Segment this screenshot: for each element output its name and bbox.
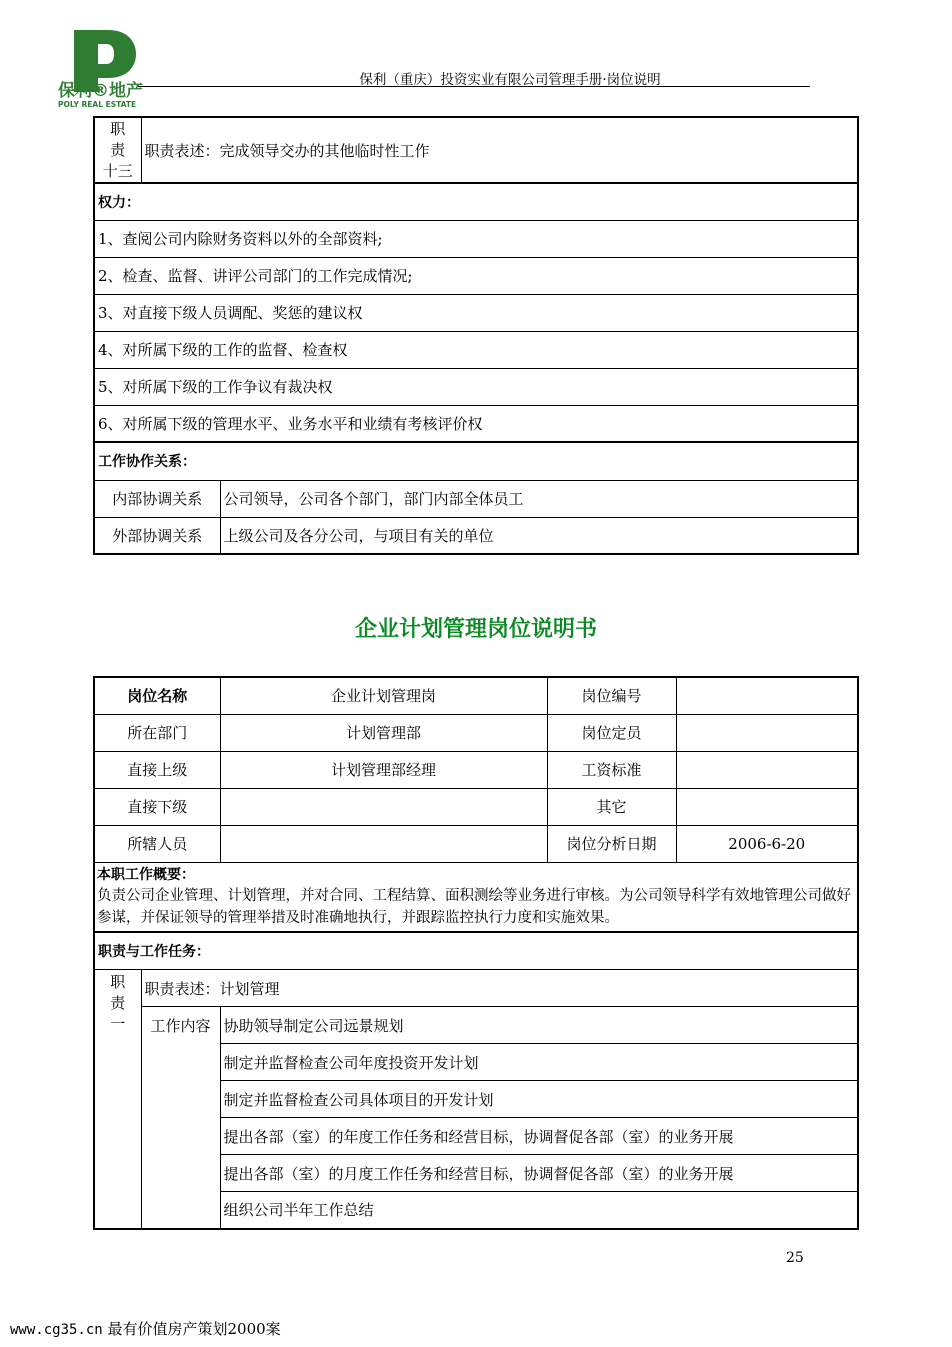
relation-label: 外部协调关系 <box>94 517 220 554</box>
duty-13-text: 职责表述：完成领导交办的其他临时性工作 <box>141 117 858 183</box>
job-label: 岗位名称 <box>94 677 220 714</box>
job-value <box>220 788 547 825</box>
footer-url[interactable]: www.cg35.cn <box>10 1322 103 1338</box>
job-value: 计划管理部 <box>220 714 547 751</box>
job-row <box>94 788 858 825</box>
job-value: 2006-6-20 <box>676 825 858 862</box>
footer-text: 最有价值房产策划2000案 <box>107 1320 281 1338</box>
footer <box>10 1318 281 1339</box>
power-item: 6、对所属下级的管理水平、业务水平和业绩有考核评价权 <box>94 405 858 442</box>
job-value <box>676 788 858 825</box>
job-row <box>94 714 858 751</box>
work-content-label: 工作内容 <box>141 1007 220 1229</box>
job-value: 企业计划管理岗 <box>220 677 547 714</box>
relation-value: 上级公司及各分公司，与项目有关的单位 <box>220 517 858 554</box>
relation-value: 公司领导，公司各个部门，部门内部全体员工 <box>220 480 858 517</box>
job-label: 所辖人员 <box>94 825 220 862</box>
relations-heading: 工作协作关系： <box>94 442 858 480</box>
job-value <box>676 714 858 751</box>
job-label: 所在部门 <box>94 714 220 751</box>
header-title: 保利（重庆）投资实业有限公司管理手册·岗位说明 <box>359 72 661 88</box>
job-value <box>676 677 858 714</box>
relation-row <box>94 480 858 517</box>
header-rule <box>138 86 810 87</box>
summary-heading: 本职工作概要： <box>97 866 195 883</box>
doc-title: 企业计划管理岗位说明书 <box>354 617 597 642</box>
power-item: 4、对所属下级的工作的监督、检查权 <box>94 331 858 368</box>
work-item: 提出各部（室）的年度工作任务和经营目标，协调督促各部（室）的业务开展 <box>220 1118 858 1155</box>
relation-label: 内部协调关系 <box>94 480 220 517</box>
logo-en-text: POLY REAL ESTATE <box>58 100 137 109</box>
duty-13-row <box>94 117 858 183</box>
work-item: 组织公司半年工作总结 <box>220 1192 858 1229</box>
summary-text: 负责公司企业管理、计划管理，并对合同、工程结算、面积测绘等业务进行审核。为公司领导科学有效地管理公司做好参谋，并保证领导的管理举措及时准确地执行，并跟踪监控执行力度和实施效果。 <box>97 887 851 926</box>
job-row <box>94 677 858 714</box>
relation-row <box>94 517 858 554</box>
job-label: 岗位定员 <box>547 714 676 751</box>
work-item: 制定并监督检查公司年度投资开发计划 <box>220 1044 858 1081</box>
power-item: 2、检查、监督、讲评公司部门的工作完成情况; <box>94 257 858 294</box>
duty-1-row <box>94 970 858 1007</box>
poly-logo <box>56 26 148 114</box>
work-item: 制定并监督检查公司具体项目的开发计划 <box>220 1081 858 1118</box>
job-label: 直接上级 <box>94 751 220 788</box>
powers-heading: 权力： <box>94 183 858 220</box>
job-label: 其它 <box>547 788 676 825</box>
page-number: 25 <box>786 1250 804 1266</box>
logo-cn-text: 保利®地产 <box>58 81 143 101</box>
job-row <box>94 825 858 862</box>
job-row <box>94 751 858 788</box>
job-label: 岗位编号 <box>547 677 676 714</box>
prev-job-table <box>93 116 859 555</box>
duties-heading: 职责与工作任务： <box>94 932 858 970</box>
summary-row <box>94 862 858 932</box>
job-value: 计划管理部经理 <box>220 751 547 788</box>
job-table <box>93 676 859 1230</box>
duty-1-text: 职责表述：计划管理 <box>141 970 858 1007</box>
job-label: 工资标准 <box>547 751 676 788</box>
job-label: 直接下级 <box>94 788 220 825</box>
work-item: 提出各部（室）的月度工作任务和经营目标，协调督促各部（室）的业务开展 <box>220 1155 858 1192</box>
power-item: 3、对直接下级人员调配、奖惩的建议权 <box>94 294 858 331</box>
duty-13-label: 职 责 十三 <box>94 117 141 183</box>
power-item: 5、对所属下级的工作争议有裁决权 <box>94 368 858 405</box>
job-value <box>220 825 547 862</box>
work-item: 协助领导制定公司远景规划 <box>220 1007 858 1044</box>
duty-1-label: 职 责 一 <box>94 970 141 1229</box>
job-value <box>676 751 858 788</box>
job-label: 岗位分析日期 <box>547 825 676 862</box>
work-item-row <box>94 1007 858 1044</box>
power-item: 1、查阅公司内除财务资料以外的全部资料; <box>94 220 858 257</box>
